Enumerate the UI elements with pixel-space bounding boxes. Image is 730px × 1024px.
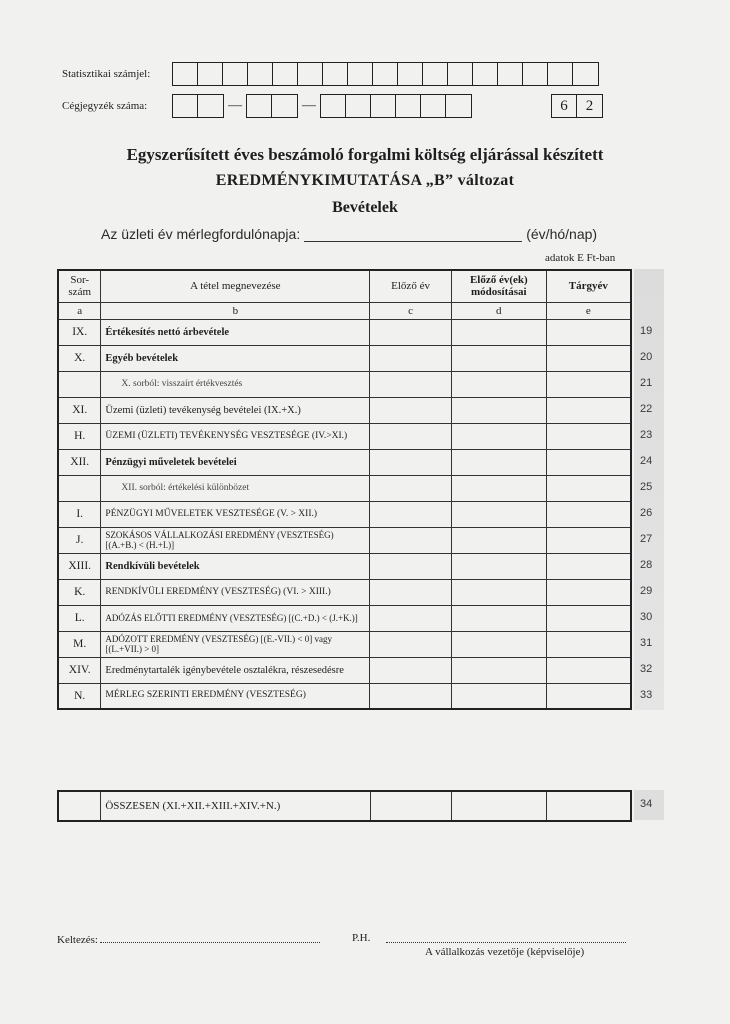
table-row <box>58 423 631 449</box>
stat-id-cell[interactable] <box>423 63 448 85</box>
row-label: Üzemi (üzleti) tevékenység bevételei (IX.+X.) <box>101 397 370 423</box>
stat-id-cell[interactable] <box>248 63 273 85</box>
stat-id-cell[interactable] <box>573 63 598 85</box>
table-row <box>58 631 631 657</box>
row-mod-value[interactable] <box>451 527 546 553</box>
row-label: RENDKÍVÜLI EREDMÉNY (VESZTESÉG) (VI. > XIII.) <box>101 579 370 605</box>
row-prev-value[interactable] <box>370 631 452 657</box>
stat-id-cell[interactable] <box>348 63 373 85</box>
row-mod-value[interactable] <box>451 683 546 709</box>
row-code: N. <box>58 683 101 709</box>
row-prev-value[interactable] <box>370 553 452 579</box>
row-curr-value[interactable] <box>546 631 631 657</box>
company-reg-dash-2: — <box>302 98 316 113</box>
row-prev-value[interactable] <box>370 501 452 527</box>
unit-note: adatok E Ft-ban <box>545 252 616 264</box>
total-prev-cell[interactable] <box>370 791 452 821</box>
suffix-digit-2: 2 <box>585 97 594 114</box>
stat-id-cell[interactable] <box>173 63 198 85</box>
row-mod-value[interactable] <box>451 319 546 345</box>
table-row <box>58 319 631 345</box>
row-curr-value[interactable] <box>546 605 631 631</box>
letter-a: a <box>58 302 101 319</box>
table-row <box>58 683 631 709</box>
row-mod-value[interactable] <box>451 605 546 631</box>
row-mod-value[interactable] <box>451 501 546 527</box>
table-row <box>58 605 631 631</box>
row-code: IX. <box>58 319 101 345</box>
row-curr-value[interactable] <box>546 345 631 371</box>
row-prev-value[interactable] <box>370 527 452 553</box>
row-curr-value[interactable] <box>546 449 631 475</box>
table-row <box>58 475 631 501</box>
header-mod: Előző év(ek) módosításai <box>451 270 546 302</box>
table-row <box>58 579 631 605</box>
stat-id-label: Statisztikai számjel: <box>62 68 151 80</box>
row-number: 30 <box>640 611 653 623</box>
signature-field[interactable] <box>386 942 626 943</box>
form-title-line3: Bevételek <box>332 199 398 216</box>
balance-date-field[interactable] <box>304 228 522 242</box>
stat-id-cell[interactable] <box>523 63 548 85</box>
table-row <box>58 371 631 397</box>
table-letter-row <box>58 302 631 319</box>
row-code: L. <box>58 605 101 631</box>
stat-id-cell[interactable] <box>323 63 348 85</box>
row-number: 33 <box>640 689 653 701</box>
row-mod-value[interactable] <box>451 553 546 579</box>
stat-id-cell[interactable] <box>223 63 248 85</box>
row-mod-value[interactable] <box>451 345 546 371</box>
row-code: XIV. <box>58 657 101 683</box>
table-header-row <box>58 270 631 302</box>
row-number: 25 <box>640 481 653 493</box>
row-number: 31 <box>640 637 653 649</box>
row-label: Pénzügyi műveletek bevételei <box>101 449 370 475</box>
row-number: 24 <box>640 455 653 467</box>
total-code-cell <box>58 791 101 821</box>
row-mod-value[interactable] <box>451 475 546 501</box>
table-row <box>58 553 631 579</box>
letter-e: e <box>546 302 631 319</box>
row-mod-value[interactable] <box>451 371 546 397</box>
date-place-label: Keltezés: <box>57 934 98 946</box>
stat-id-cells[interactable] <box>172 62 599 86</box>
total-table <box>57 790 632 822</box>
table-row <box>58 397 631 423</box>
row-code: M. <box>58 631 101 657</box>
row-mod-value[interactable] <box>451 423 546 449</box>
row-code: XII. <box>58 449 101 475</box>
total-row-number: 34 <box>640 798 653 810</box>
company-reg-cells-c[interactable] <box>320 94 472 118</box>
table-row <box>58 527 631 553</box>
stat-id-cell[interactable] <box>298 63 323 85</box>
signature-caption: A vállalkozás vezetője (képviselője) <box>425 946 585 958</box>
balance-date-label: Az üzleti év mérlegfordulónapja: <box>101 226 301 242</box>
row-label: MÉRLEG SZERINTI EREDMÉNY (VESZTESÉG) <box>101 683 370 709</box>
row-prev-value[interactable] <box>370 605 452 631</box>
row-code: H. <box>58 423 101 449</box>
row-prev-value[interactable] <box>370 319 452 345</box>
row-mod-value[interactable] <box>451 449 546 475</box>
suffix-digit-1: 6 <box>552 95 577 117</box>
stat-id-row <box>62 62 599 86</box>
row-label: ADÓZÁS ELŐTTI EREDMÉNY (VESZTESÉG) [(C.+D.) < (J.+K.)] <box>101 605 370 631</box>
row-code: J. <box>58 527 101 553</box>
total-label: ÖSSZESEN (XI.+XII.+XIII.+XIV.+N.) <box>101 791 370 821</box>
income-statement-table <box>57 269 632 710</box>
company-reg-cells-b[interactable] <box>246 94 298 118</box>
row-label: XII. sorból: értékelési különbözet <box>101 475 370 501</box>
row-prev-value[interactable] <box>370 423 452 449</box>
row-prev-value[interactable] <box>370 475 452 501</box>
row-prev-value[interactable] <box>370 657 452 683</box>
table-row <box>58 501 631 527</box>
row-label: PÉNZÜGYI MŰVELETEK VESZTESÉGE (V. > XII.) <box>101 501 370 527</box>
row-curr-value[interactable] <box>546 397 631 423</box>
letter-c: c <box>370 302 452 319</box>
row-code: XIII. <box>58 553 101 579</box>
table-row <box>58 657 631 683</box>
row-code: XI. <box>58 397 101 423</box>
row-number: 20 <box>640 351 653 363</box>
row-number: 19 <box>640 325 653 337</box>
header-name: A tétel megnevezése <box>101 270 370 302</box>
row-code: K. <box>58 579 101 605</box>
company-reg-suffix <box>551 94 603 118</box>
header-sor: Sor-szám <box>58 270 101 302</box>
row-curr-value[interactable] <box>546 579 631 605</box>
company-reg-row <box>62 94 594 118</box>
row-curr-value[interactable] <box>546 553 631 579</box>
row-number: 29 <box>640 585 653 597</box>
stat-id-cell[interactable] <box>398 63 423 85</box>
row-curr-value[interactable] <box>546 683 631 709</box>
row-prev-value[interactable] <box>370 579 452 605</box>
company-reg-cells-a[interactable] <box>172 94 224 118</box>
row-prev-value[interactable] <box>370 449 452 475</box>
date-place <box>57 934 320 946</box>
row-prev-value[interactable] <box>370 371 452 397</box>
row-number: 28 <box>640 559 653 571</box>
total-row <box>58 791 631 821</box>
row-number: 22 <box>640 403 653 415</box>
balance-date-format: (év/hó/nap) <box>526 226 598 242</box>
row-label: Értékesítés nettó árbevétele <box>101 319 370 345</box>
row-number: 21 <box>640 377 653 389</box>
row-code <box>58 475 101 501</box>
row-number: 27 <box>640 533 653 545</box>
row-curr-value[interactable] <box>546 371 631 397</box>
row-prev-value[interactable] <box>370 397 452 423</box>
row-code: I. <box>58 501 101 527</box>
header-curr: Tárgyév <box>546 270 631 302</box>
row-label: ÜZEMI (ÜZLETI) TEVÉKENYSÉG VESZTESÉGE (IV.>XI.) <box>101 423 370 449</box>
row-label: Rendkívüli bevételek <box>101 553 370 579</box>
total-curr-cell[interactable] <box>546 791 631 821</box>
row-code <box>58 371 101 397</box>
header-prev: Előző év <box>370 270 452 302</box>
total-mod-cell[interactable] <box>452 791 547 821</box>
stat-id-cell[interactable] <box>448 63 473 85</box>
row-code: X. <box>58 345 101 371</box>
row-label: Egyéb bevételek <box>101 345 370 371</box>
row-curr-value[interactable] <box>546 475 631 501</box>
row-curr-value[interactable] <box>546 501 631 527</box>
company-reg-label: Cégjegyzék száma: <box>62 100 148 112</box>
row-label: Eredménytartalék igénybevétele osztalékra, részesedésre <box>101 657 370 683</box>
row-mod-value[interactable] <box>451 579 546 605</box>
stat-id-cell[interactable] <box>373 63 398 85</box>
company-reg-dash-1: — <box>228 98 242 113</box>
table-body <box>58 319 631 709</box>
row-label: ADÓZOTT EREDMÉNY (VESZTESÉG) [(E.-VII.) < 0] vagy [(L.+VII.) > 0] <box>101 631 370 657</box>
date-place-field[interactable] <box>100 942 320 943</box>
row-curr-value[interactable] <box>546 423 631 449</box>
letter-d: d <box>451 302 546 319</box>
row-prev-value[interactable] <box>370 345 452 371</box>
row-number: 26 <box>640 507 653 519</box>
table-row <box>58 449 631 475</box>
form-title-line2: EREDMÉNYKIMUTATÁSA „B” változat <box>215 172 515 189</box>
row-curr-value[interactable] <box>546 527 631 553</box>
row-mod-value[interactable] <box>451 631 546 657</box>
stat-id-cell[interactable] <box>198 63 223 85</box>
stat-id-cell[interactable] <box>273 63 298 85</box>
row-mod-value[interactable] <box>451 657 546 683</box>
letter-b: b <box>101 302 370 319</box>
row-number: 23 <box>640 429 653 441</box>
row-mod-value[interactable] <box>451 397 546 423</box>
table-row <box>58 345 631 371</box>
stamp-label: P.H. <box>352 932 371 944</box>
row-curr-value[interactable] <box>546 319 631 345</box>
stat-id-cell[interactable] <box>498 63 523 85</box>
row-number: 32 <box>640 663 653 675</box>
form-title-line1: Egyszerűsített éves beszámoló forgalmi költség eljárással készített <box>126 145 604 164</box>
balance-date-line <box>101 226 597 242</box>
stat-id-cell[interactable] <box>548 63 573 85</box>
stat-id-cell[interactable] <box>473 63 498 85</box>
row-prev-value[interactable] <box>370 683 452 709</box>
row-label: X. sorból: visszaírt értékvesztés <box>101 371 370 397</box>
row-curr-value[interactable] <box>546 657 631 683</box>
row-label: SZOKÁSOS VÁLLALKOZÁSI EREDMÉNY (VESZTESÉG) [(A.+B.) < (H.+I.)] <box>101 527 370 553</box>
